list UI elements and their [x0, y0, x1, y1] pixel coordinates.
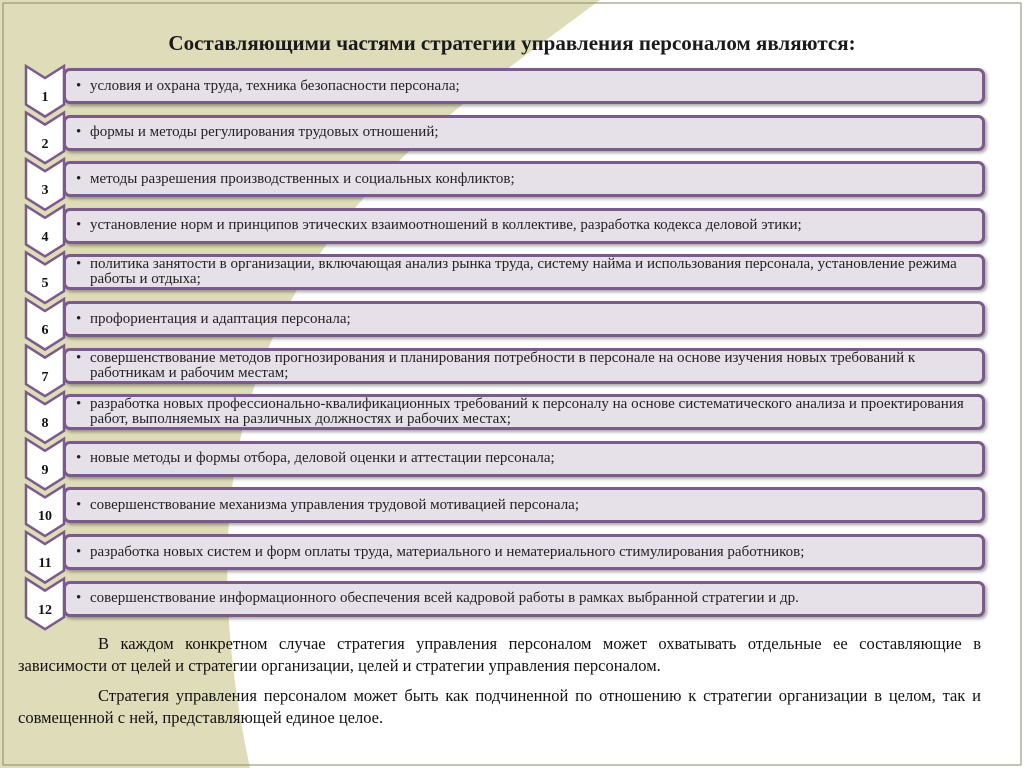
- item-box: [63, 487, 985, 523]
- item-number: 3: [41, 183, 49, 199]
- item-number: 8: [41, 416, 49, 432]
- item-number: 11: [38, 556, 52, 571]
- item-box: [63, 208, 985, 244]
- paragraph-1: В каждом конкретном случае стратегия управления персоналом может охватывать отдельные ее составляющие в зависимости от целей и стратегии организации, целей и стратегии управления персоналом.: [18, 634, 981, 675]
- item-box: [63, 534, 985, 570]
- item-box: [63, 348, 985, 384]
- item-text: • методы разрешения производственных и социальных конфликтов;: [66, 172, 529, 187]
- item-text: • совершенствование информационного обеспечения всей кадровой работы в рамках выбранной стратегии и др.: [66, 591, 813, 606]
- item-number: 1: [41, 90, 49, 105]
- item-text: • политика занятости в организации, включающая анализ рынка труда, систему найма и использования персонала, установление режима работы и отдыха;: [66, 257, 982, 287]
- item-box: [63, 581, 985, 617]
- item-box: [63, 68, 985, 104]
- item-box: [63, 115, 985, 151]
- item-number: 6: [41, 323, 49, 338]
- item-text: • новые методы и формы отбора, деловой оценки и аттестации персонала;: [66, 451, 569, 466]
- item-text: • совершенствование механизма управления трудовой мотивацией персонала;: [66, 498, 593, 513]
- item-number: 9: [41, 462, 49, 478]
- item-text: • профориентация и адаптация персонала;: [66, 312, 365, 327]
- item-number: 2: [41, 136, 49, 152]
- item-number: 4: [41, 229, 49, 245]
- item-text: • разработка новых систем и форм оплаты труда, материального и нематериального стимулирования работников;: [66, 545, 818, 560]
- item-number: 10: [38, 509, 52, 525]
- paragraph-2: Стратегия управления персоналом может быть как подчиненной по отношению к стратегии организации в целом, так и совмещенной с ней, представляющей единое целое.: [18, 686, 981, 727]
- item-text: • совершенствование методов прогнозирования и планирования потребности в персонале на основе изучения новых требований к работникам и рабочим местам;: [66, 351, 982, 381]
- item-text: • установление норм и принципов этических взаимоотношений в коллективе, разработка кодекса деловой этики;: [66, 218, 816, 233]
- item-number: 12: [38, 602, 52, 618]
- item-box: [63, 301, 985, 337]
- item-box: [63, 161, 985, 197]
- item-number: 5: [41, 276, 49, 292]
- item-number: 7: [41, 369, 49, 385]
- item-box: [63, 394, 985, 430]
- item-text: • условия и охрана труда, техника безопасности персонала;: [66, 79, 474, 94]
- item-text: • разработка новых профессионально-квалификационных требований к персоналу на основе систематического анализа и проектирования работ, выполняемых на различных должностях и рабочих местах;: [66, 397, 982, 427]
- item-text: • формы и методы регулирования трудовых отношений;: [66, 125, 453, 140]
- item-box: [63, 441, 985, 477]
- page-title: Составляющими частями стратегии управления персоналом являются:: [168, 31, 856, 55]
- item-box: [63, 254, 985, 290]
